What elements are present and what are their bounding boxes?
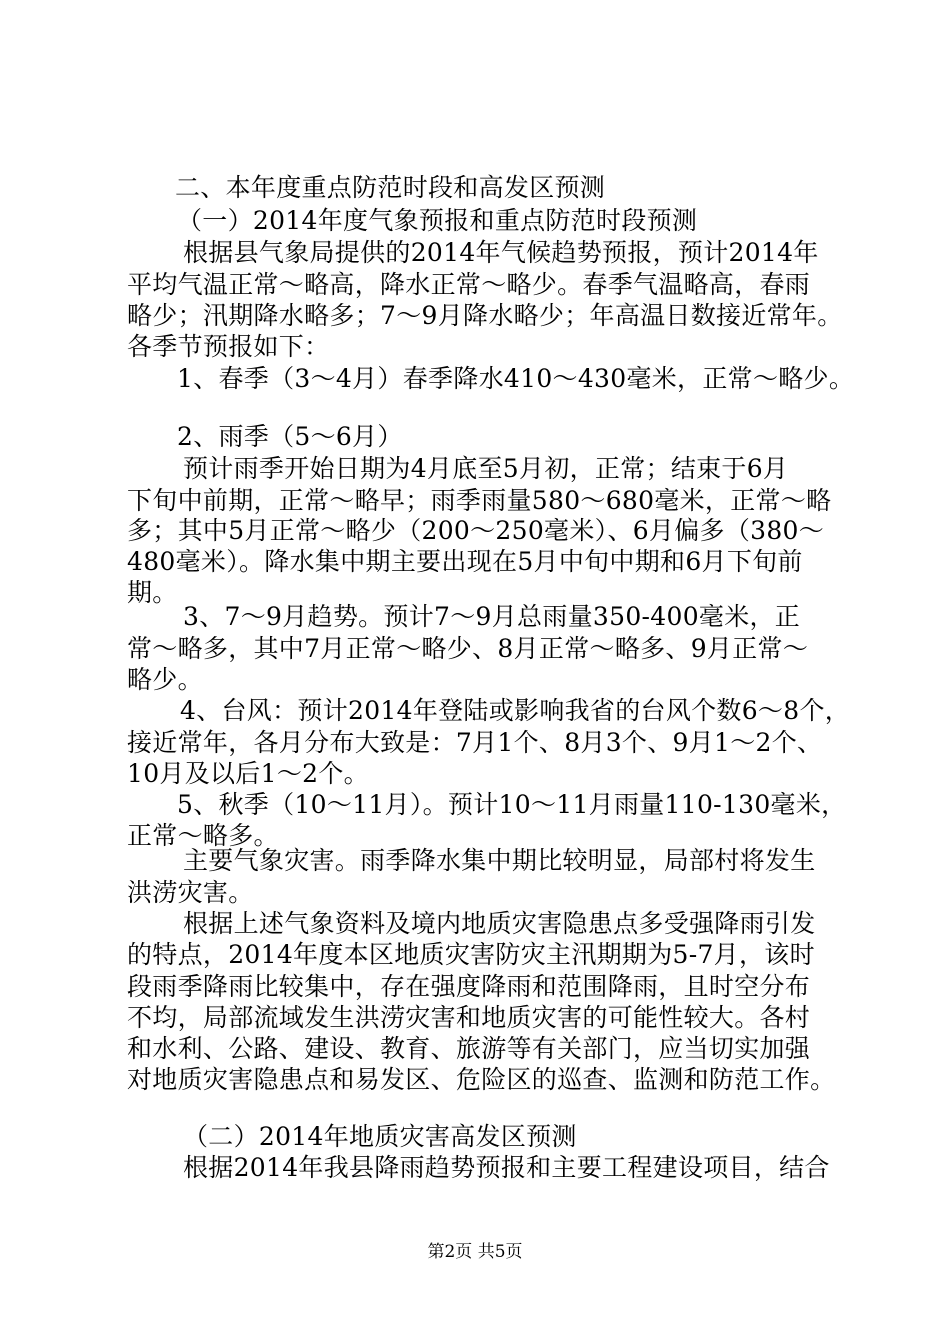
subsection-heading: （二）2014年地质灾害高发区预测 <box>183 1122 577 1151</box>
page-footer: 第2页 共5页 <box>427 1242 523 1262</box>
subsection-heading: （一）2014年度气象预报和重点防范时段预测 <box>177 206 698 235</box>
paragraph-line: 略少；汛期降水略多；7～9月降水略少；年高温日数接近常年。 <box>127 301 843 330</box>
paragraph-line: 的特点，2014年度本区地质灾害防灾主汛期期为5-7月，该时 <box>127 940 815 969</box>
list-item-autumn: 5、秋季（10～11月）。预计10～11月雨量110-130毫米， <box>177 790 847 819</box>
paragraph-line: 常～略多，其中7月正常～略少、8月正常～略多、9月正常～ <box>127 634 809 663</box>
paragraph-line: 接近常年，各月分布大致是：7月1个、8月3个、9月1～2个、 <box>127 728 823 757</box>
paragraph-line: 段雨季降雨比较集中，存在强度降雨和范围降雨，且时空分布 <box>127 972 811 1001</box>
paragraph-line: 正常～略多。 <box>127 821 279 850</box>
paragraph-line: 10月及以后1～2个。 <box>127 759 369 788</box>
paragraph-line: 期。 <box>127 578 178 607</box>
paragraph-line: 下旬中前期，正常～略早；雨季雨量580～680毫米，正常～略 <box>127 486 832 515</box>
paragraph-line: 不均，局部流域发生洪涝灾害和地质灾害的可能性较大。各村 <box>127 1003 811 1032</box>
paragraph-line: 预计雨季开始日期为4月底至5月初，正常；结束于6月 <box>183 454 789 483</box>
paragraph-line: 对地质灾害隐患点和易发区、危险区的巡查、监测和防范工作。 <box>127 1065 836 1094</box>
list-item-typhoon: 4、台风：预计2014年登陆或影响我省的台风个数6～8个， <box>180 696 851 725</box>
paragraph-line: 洪涝灾害。 <box>127 878 254 907</box>
section-heading: 二、本年度重点防范时段和高发区预测 <box>175 173 606 202</box>
paragraph-line: 根据上述气象资料及境内地质灾害隐患点多受强降雨引发 <box>183 909 816 938</box>
paragraph-line: 480毫米）。降水集中期主要出现在5月中旬中期和6月下旬前 <box>127 547 803 576</box>
paragraph-line: 根据2014年我县降雨趋势预报和主要工程建设项目，结合 <box>183 1153 830 1182</box>
paragraph-line: 和水利、公路、建设、教育、旅游等有关部门，应当切实加强 <box>127 1034 811 1063</box>
paragraph-line: 略少。 <box>127 665 203 694</box>
paragraph-line: 主要气象灾害。雨季降水集中期比较明显，局部村将发生 <box>183 846 816 875</box>
list-item-spring: 1、春季（3～4月）春季降水410～430毫米，正常～略少。 <box>177 364 855 393</box>
list-item-jul-sep: 3、7～9月趋势。预计7～9月总雨量350-400毫米，正 <box>183 602 801 631</box>
paragraph-line: 平均气温正常～略高，降水正常～略少。春季气温略高，春雨 <box>127 270 811 299</box>
paragraph-line: 根据县气象局提供的2014年气候趋势预报，预计2014年 <box>183 238 819 267</box>
list-item-rainy-season: 2、雨季（5～6月） <box>177 422 403 451</box>
paragraph-line: 多；其中5月正常～略少（200～250毫米）、6月偏多（380～ <box>127 516 825 545</box>
paragraph-line: 各季节预报如下： <box>127 332 330 361</box>
